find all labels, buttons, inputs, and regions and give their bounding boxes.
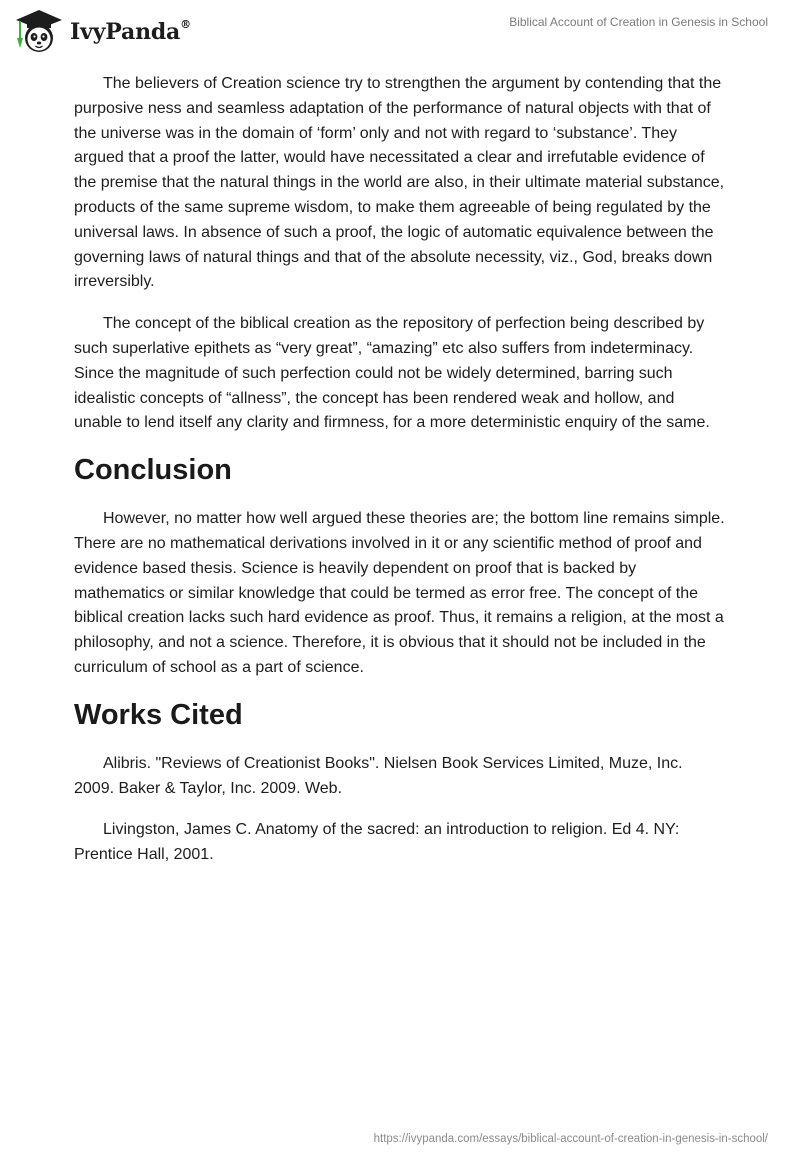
ivypanda-logo[interactable] [14,8,191,54]
citation-entry-1: Alibris. "Reviews of Creationist Books". Nielsen Book Services Limited, Muze, Inc. 2009. Baker & Taylor, Inc. 2009. Web. [74,754,683,797]
body-paragraph-2: The concept of the biblical creation as the repository of perfection being described by such superlative epithets as “very great”, “amazing” etc also suffers from indeterminacy. Since the magnitude of such perfection could not be widely determined, barring such idealistic concepts of “allness”, the concept has been rendered weak and hollow, and unable to lend itself any clarity and firmness, for a more deterministic enquiry of the same. [74,315,710,432]
source-url[interactable]: https://ivypanda.com/essays/biblical-account-of-creation-in-genesis-in-school/ [373,1133,768,1145]
conclusion-heading: Conclusion [74,454,232,487]
conclusion-paragraph: However, no matter how well argued these theories are; the bottom line remains simple. There are no mathematical derivations involved in it or any scientific method of proof and evidence based thesis. Science is heavily dependent on proof that is backed by mathematics or similar knowledge that could be termed as error free. The concept of the biblical creation lacks such hard evidence as proof. Thus, it remains a religion, at the most a philosophy, and not a science. Therefore, it is obvious that it should not be included in the curriculum of school as a part of science. [74,510,725,676]
page-header [0,0,800,60]
article-body [74,72,726,885]
body-paragraph-1: The believers of Creation science try to strengthen the argument by contending that the purposive ness and seamless adaptation of the performance of natural objects with that of the universe was in the domain of ‘form’ only and not with regard to ‘substance’. They argued that a proof the latter, would have necessitated a clear and irrefutable evidence of the premise that the natural things in the world are also, in their ultimate material substance, products of the same supreme wisdom, to make them agreeable of being regulated by the universal laws. In absence of such a proof, the logic of automatic equivalence between the governing laws of natural things and that of the absolute necessity, viz., God, breaks down irreversibly. [74,75,725,291]
works-cited-heading: Works Cited [74,698,243,731]
citation-entry-2: Livingston, James C. Anatomy of the sacred: an introduction to religion. Ed 4. NY: Prentice Hall, 2001. [74,821,680,864]
document-title: Biblical Account of Creation in Genesis in School [509,15,768,29]
brand-name: IvyPanda® [70,17,191,45]
registered-mark: ® [180,17,191,31]
panda-graduate-icon [14,8,64,54]
